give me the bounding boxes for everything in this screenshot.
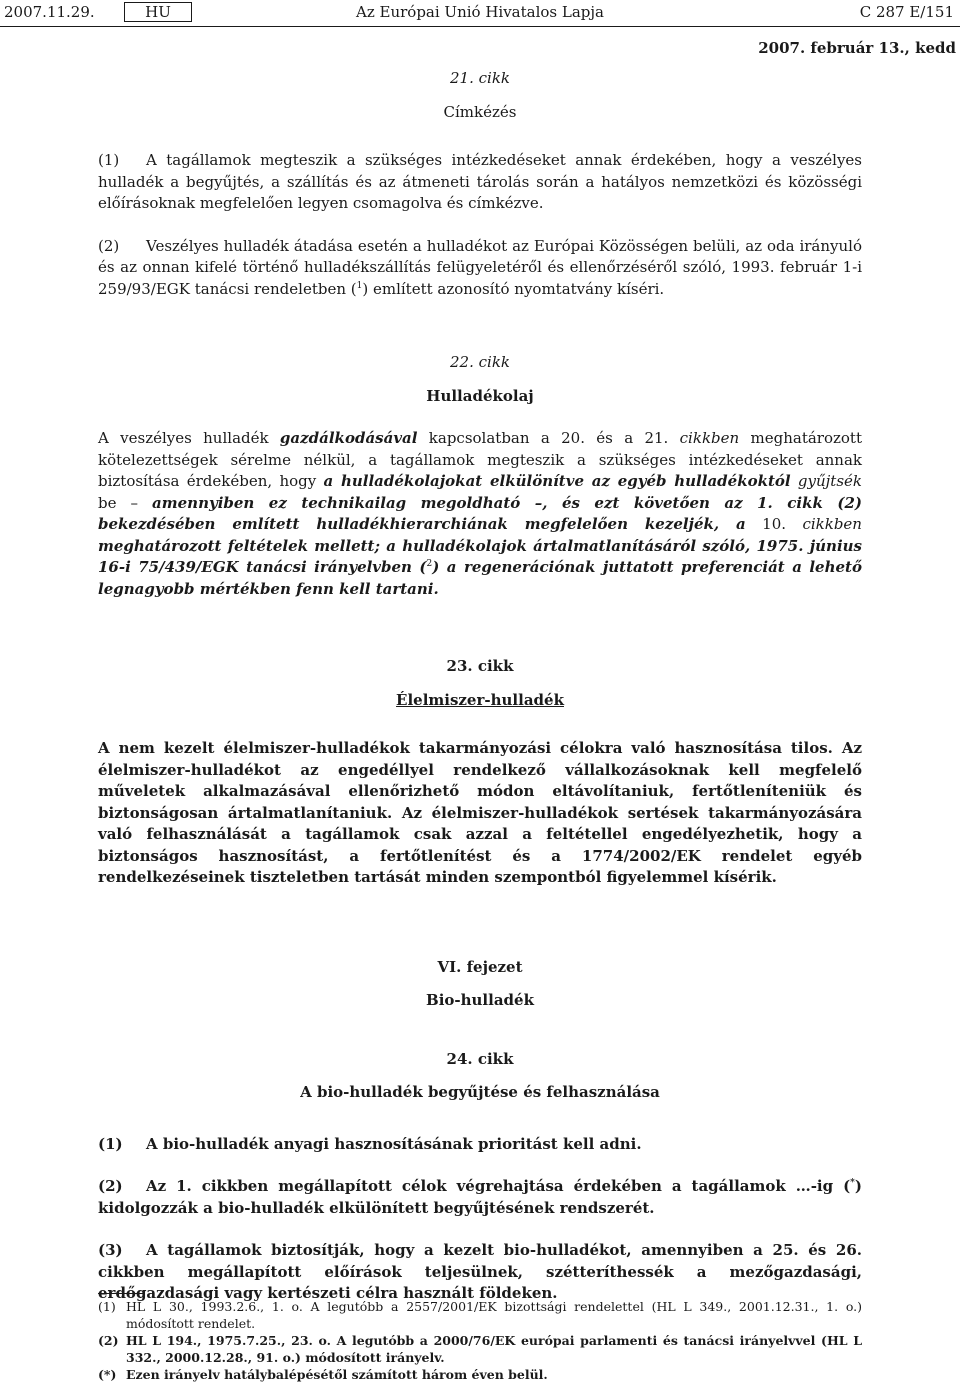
- publication-date: 2007.11.29.: [4, 3, 95, 21]
- article-21-title: Címkézés: [443, 102, 517, 121]
- article-22-number: 22. cikk: [450, 353, 510, 371]
- article-21-number: 21. cikk: [450, 69, 510, 87]
- text-run: meghatározott kötelezettségek sérelme nélkül, a tagállamok megteszik a szükséges intézkedéseket annak biztosítása érdekében, hogy: [98, 429, 862, 490]
- language-code-box: HU: [124, 2, 192, 22]
- footnote-ref: *: [850, 1178, 855, 1188]
- journal-reference: C 287 E/151: [859, 3, 954, 21]
- article-24-title: A bio-hulladék begyűjtése és felhasználása: [300, 1083, 660, 1101]
- article-23-number: 23. cikk: [446, 657, 514, 675]
- article-24-paragraph-1: [98, 1134, 862, 1156]
- footnote-ref: 1: [356, 280, 363, 291]
- paragraph-text-end: ) említett azonosító nyomtatvány kíséri.: [362, 279, 665, 298]
- chapter-6-number: VI. fejezet: [437, 957, 523, 976]
- paragraph-text-end: ) kidolgozzák a bio-hulladék elkülönített begyűjtésének rendszerét.: [98, 1177, 862, 1217]
- text-run: ) a regenerációnak juttatott preferenciát a lehető legnagyobb mértékben fenn kell tartani.: [98, 558, 862, 598]
- article-23-title: Élelmiszer-hulladék: [396, 690, 564, 709]
- text-run: gazdálkodásával: [279, 429, 418, 447]
- paragraph-number: (1): [98, 151, 120, 169]
- footnote-text: HL L 194., 1975.7.25., 23. o. A legutóbb a 2000/76/EK európai parlamenti és tanácsi irányelvvel (HL L 332., 2000.12.28., 91. o.) módosított irányelv.: [126, 1333, 862, 1365]
- paragraph-text: A tagállamok megteszik a szükséges intézkedéseket annak érdekében, hogy a veszélyes hulladék a begyűjtés, a szállítás és az átmeneti tárolás során a hatályos nemzetközi és közösségi előírásoknak megfelelően legyen csomagolva és címkézve.: [98, 151, 862, 212]
- text-run: be –: [98, 493, 138, 512]
- article-21-paragraph-2: [98, 236, 862, 301]
- footnote-mark: (*): [98, 1367, 117, 1382]
- footnote-rule: [98, 1293, 144, 1294]
- article-24-paragraph-2: [98, 1176, 862, 1219]
- session-date: 2007. február 13., kedd: [758, 39, 956, 57]
- footnotes: [98, 1298, 862, 1383]
- text-run: 10.: [762, 515, 787, 533]
- paragraph-number: (2): [98, 236, 120, 255]
- footnote-mark: (2): [98, 1333, 119, 1348]
- footnote-text: HL L 30., 1993.2.6., 1. o. A legutóbb a 2557/2001/EK bizottsági rendelettel (HL L 349., 2001.12.31., 1. o.) módosított rendelet.: [126, 1299, 862, 1331]
- footnote-1: [98, 1298, 862, 1332]
- article-24-number: 24. cikk: [446, 1049, 514, 1068]
- article-23-text: A nem kezelt élelmiszer-hulladékok takarmányozási célokra való hasznosítása tilos. Az élelmiszer-hulladékot az engedéllyel rendelkező vállalkozásoknak kell megfelelő műveletek alkalmazásával ellenőrizhető módon eltávolítaniuk, fertőtleníteniük és biztonságosan ártalmatlanítaniuk. Az élelmiszer-hulladékok sertések takarmányozására való felhasználását a tagállamok csak azzal a feltétellel engedélyezhetik, hogy a biztonságos hasznosítást, a fertőtlenítést és a 1774/2002/EK rendelet egyéb rendelkezéseinek tiszteletben tartását minden szempontból figyelemmel kísérik.: [98, 739, 862, 886]
- journal-title: Az Európai Unió Hivatalos Lapja: [356, 3, 604, 21]
- header-rule: [0, 26, 960, 27]
- text-run: A veszélyes hulladék: [98, 429, 269, 447]
- text-run: amennyiben ez technikailag megoldható –, és ezt követően az 1. cikk (2) bekezdésében említett hulladékhierarchiának megfelelően kezeljék, a: [98, 493, 862, 533]
- paragraph-number: (1): [98, 1134, 123, 1153]
- footnote-mark: (1): [98, 1299, 116, 1314]
- footnote-3: [98, 1366, 862, 1383]
- article-21-paragraph-1: [98, 150, 862, 215]
- chapter-6-title: Bio-hulladék: [426, 991, 534, 1009]
- paragraph-text: Az 1. cikkben megállapított célok végrehajtása érdekében a tagállamok …-ig (: [146, 1177, 851, 1195]
- text-run: cikkben: [802, 515, 862, 533]
- paragraph-number: (3): [98, 1241, 123, 1259]
- text-run: cikkben: [679, 429, 740, 447]
- article-24-paragraph-3: [98, 1240, 862, 1305]
- paragraph-text: Veszélyes hulladék átadása esetén a hulladékot az Európai Közösségen belüli, az oda irányuló és az onnan kifelé történő hulladékszállítás felügyeletéről és ellenőrzéséről szóló, 1993. február 1-i 259/93/EGK tanácsi rendeletben (: [98, 236, 862, 298]
- text-run: gyűjtsék: [797, 472, 863, 490]
- article-22-title: Hulladékolaj: [426, 386, 534, 405]
- paragraph-text: A tagállamok biztosítják, hogy a kezelt bio-hulladékot, amennyiben a 25. és 26. cikkben megállapított előírások teljesülnek, szétteríthessék a mezőgazdasági, erdőgazdasági vagy kertészeti célra használt földeken.: [98, 1241, 862, 1302]
- text-run: meghatározott feltételek mellett; a hulladékolajok ártalmatlanításáról szóló, 1975. június 16-i 75/439/EGK tanácsi irányelvben (: [98, 536, 862, 576]
- footnote-ref: 2: [426, 559, 433, 569]
- paragraph-text: A bio-hulladék anyagi hasznosításának prioritást kell adni.: [146, 1134, 642, 1153]
- journal-header: [0, 2, 960, 24]
- footnote-2: [98, 1332, 862, 1366]
- document-body: [98, 68, 862, 1305]
- article-22-text: [98, 428, 862, 600]
- footnote-text: Ezen irányelv hatálybalépésétől számított három éven belül.: [126, 1367, 548, 1382]
- paragraph-number: (2): [98, 1177, 123, 1195]
- text-run: a hulladékolajokat elkülönítve az egyéb hulladékoktól: [323, 472, 791, 490]
- text-run: kapcsolatban a 20. és a 21.: [428, 429, 669, 447]
